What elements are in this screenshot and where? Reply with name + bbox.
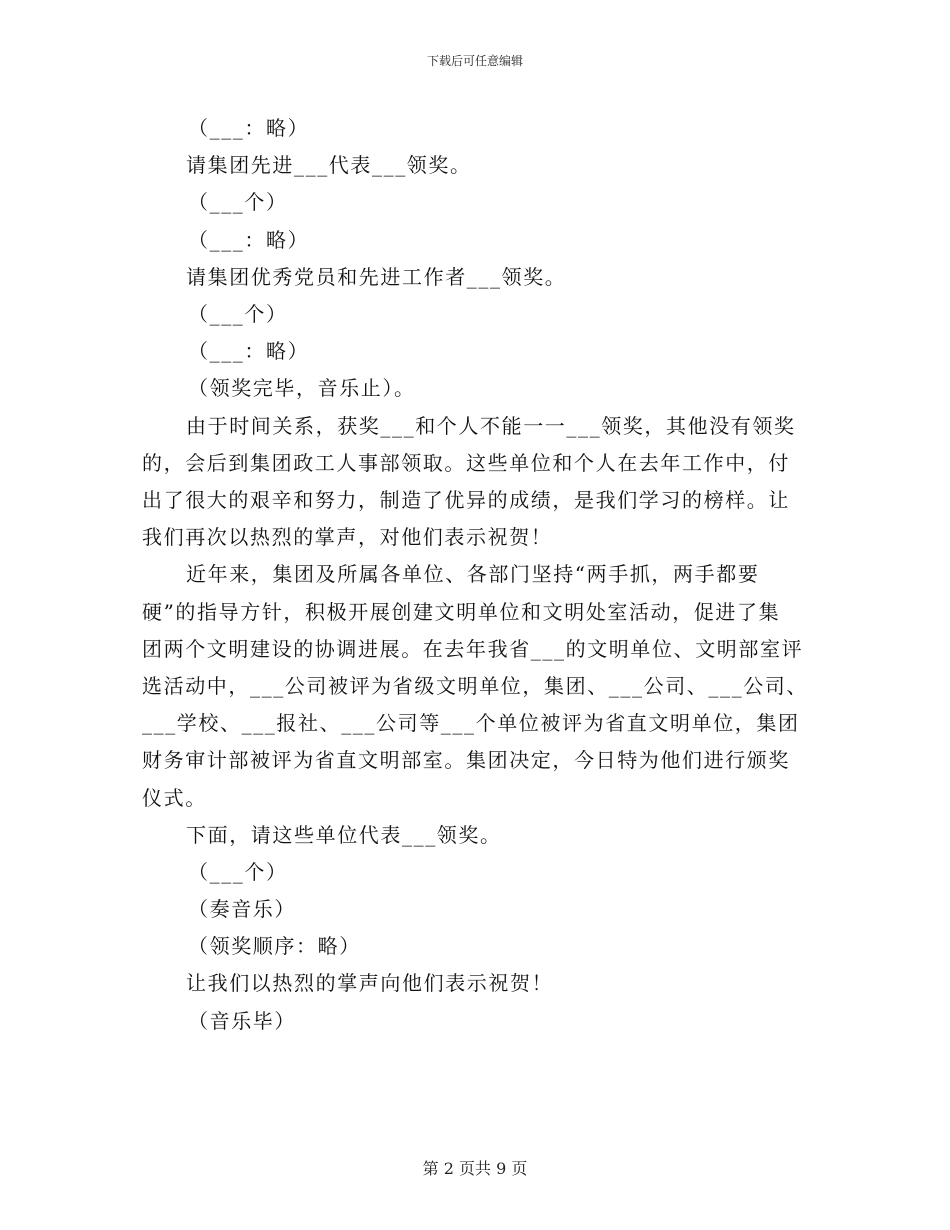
paragraph-line: 的，会后到集团政工人事部领取。这些单位和个人在去年工作中，付 <box>142 450 790 475</box>
body-line: 下面，请这些单位代表___领奖。 <box>186 822 502 847</box>
paragraph-line: 我们再次以热烈的掌声，对他们表示祝贺！ <box>142 525 553 550</box>
body-line: 让我们以热烈的掌声向他们表示祝贺！ <box>186 971 554 996</box>
body-line: （___：略） <box>188 227 310 252</box>
body-line: （领奖顺序：略） <box>188 934 361 959</box>
paragraph-line: 硬”的指导方针，积极开展创建文明单位和文明处室活动，促进了集 <box>142 599 781 624</box>
body-line: （___：略） <box>188 116 310 140</box>
body-line: （音乐毕） <box>188 1008 296 1033</box>
page-footer: 第 2 页共 9 页 <box>422 1159 528 1178</box>
body-line: 请集团先进___代表___领奖。 <box>186 153 472 178</box>
paragraph-line: 由于时间关系，获奖___和个人不能一一___领奖，其他没有领奖 <box>186 413 796 438</box>
paragraph-award-note <box>142 408 804 557</box>
body-line: （奏音乐） <box>188 897 296 922</box>
paragraph-line: 近年来，集团及所属各单位、各部门坚持“两手抓，两手都要 <box>186 562 760 587</box>
paragraph-line: 仪式。 <box>142 785 207 810</box>
document-body <box>142 110 808 1040</box>
body-line: （领奖完毕，音乐止）。 <box>188 376 416 401</box>
body-line: （___个） <box>188 190 288 215</box>
paragraph-line: 财务审计部被评为省直文明部室。集团决定，今日特为他们进行颁奖 <box>142 748 790 773</box>
body-line: 请集团优秀党员和先进工作者___领奖。 <box>186 264 567 289</box>
paragraph-line: 选活动中，___公司被评为省级文明单位，集团、___公司、___公司、 <box>142 673 808 698</box>
body-line: （___：略） <box>188 339 310 364</box>
paragraph-line: 团两个文明建设的协调进展。在去年我省___的文明单位、文明部室评 <box>142 636 804 661</box>
body-line: （___个） <box>188 859 288 884</box>
paragraph-civilization <box>142 556 808 816</box>
paragraph-line: ___学校、___报社、___公司等___个单位被评为省直文明单位，集团 <box>142 711 800 736</box>
paragraph-line: 出了很大的艰辛和努力，制造了优异的成绩，是我们学习的榜样。让 <box>142 487 790 512</box>
page-header: 下载后可任意编辑 <box>426 54 523 68</box>
body-line: （___个） <box>188 301 288 326</box>
